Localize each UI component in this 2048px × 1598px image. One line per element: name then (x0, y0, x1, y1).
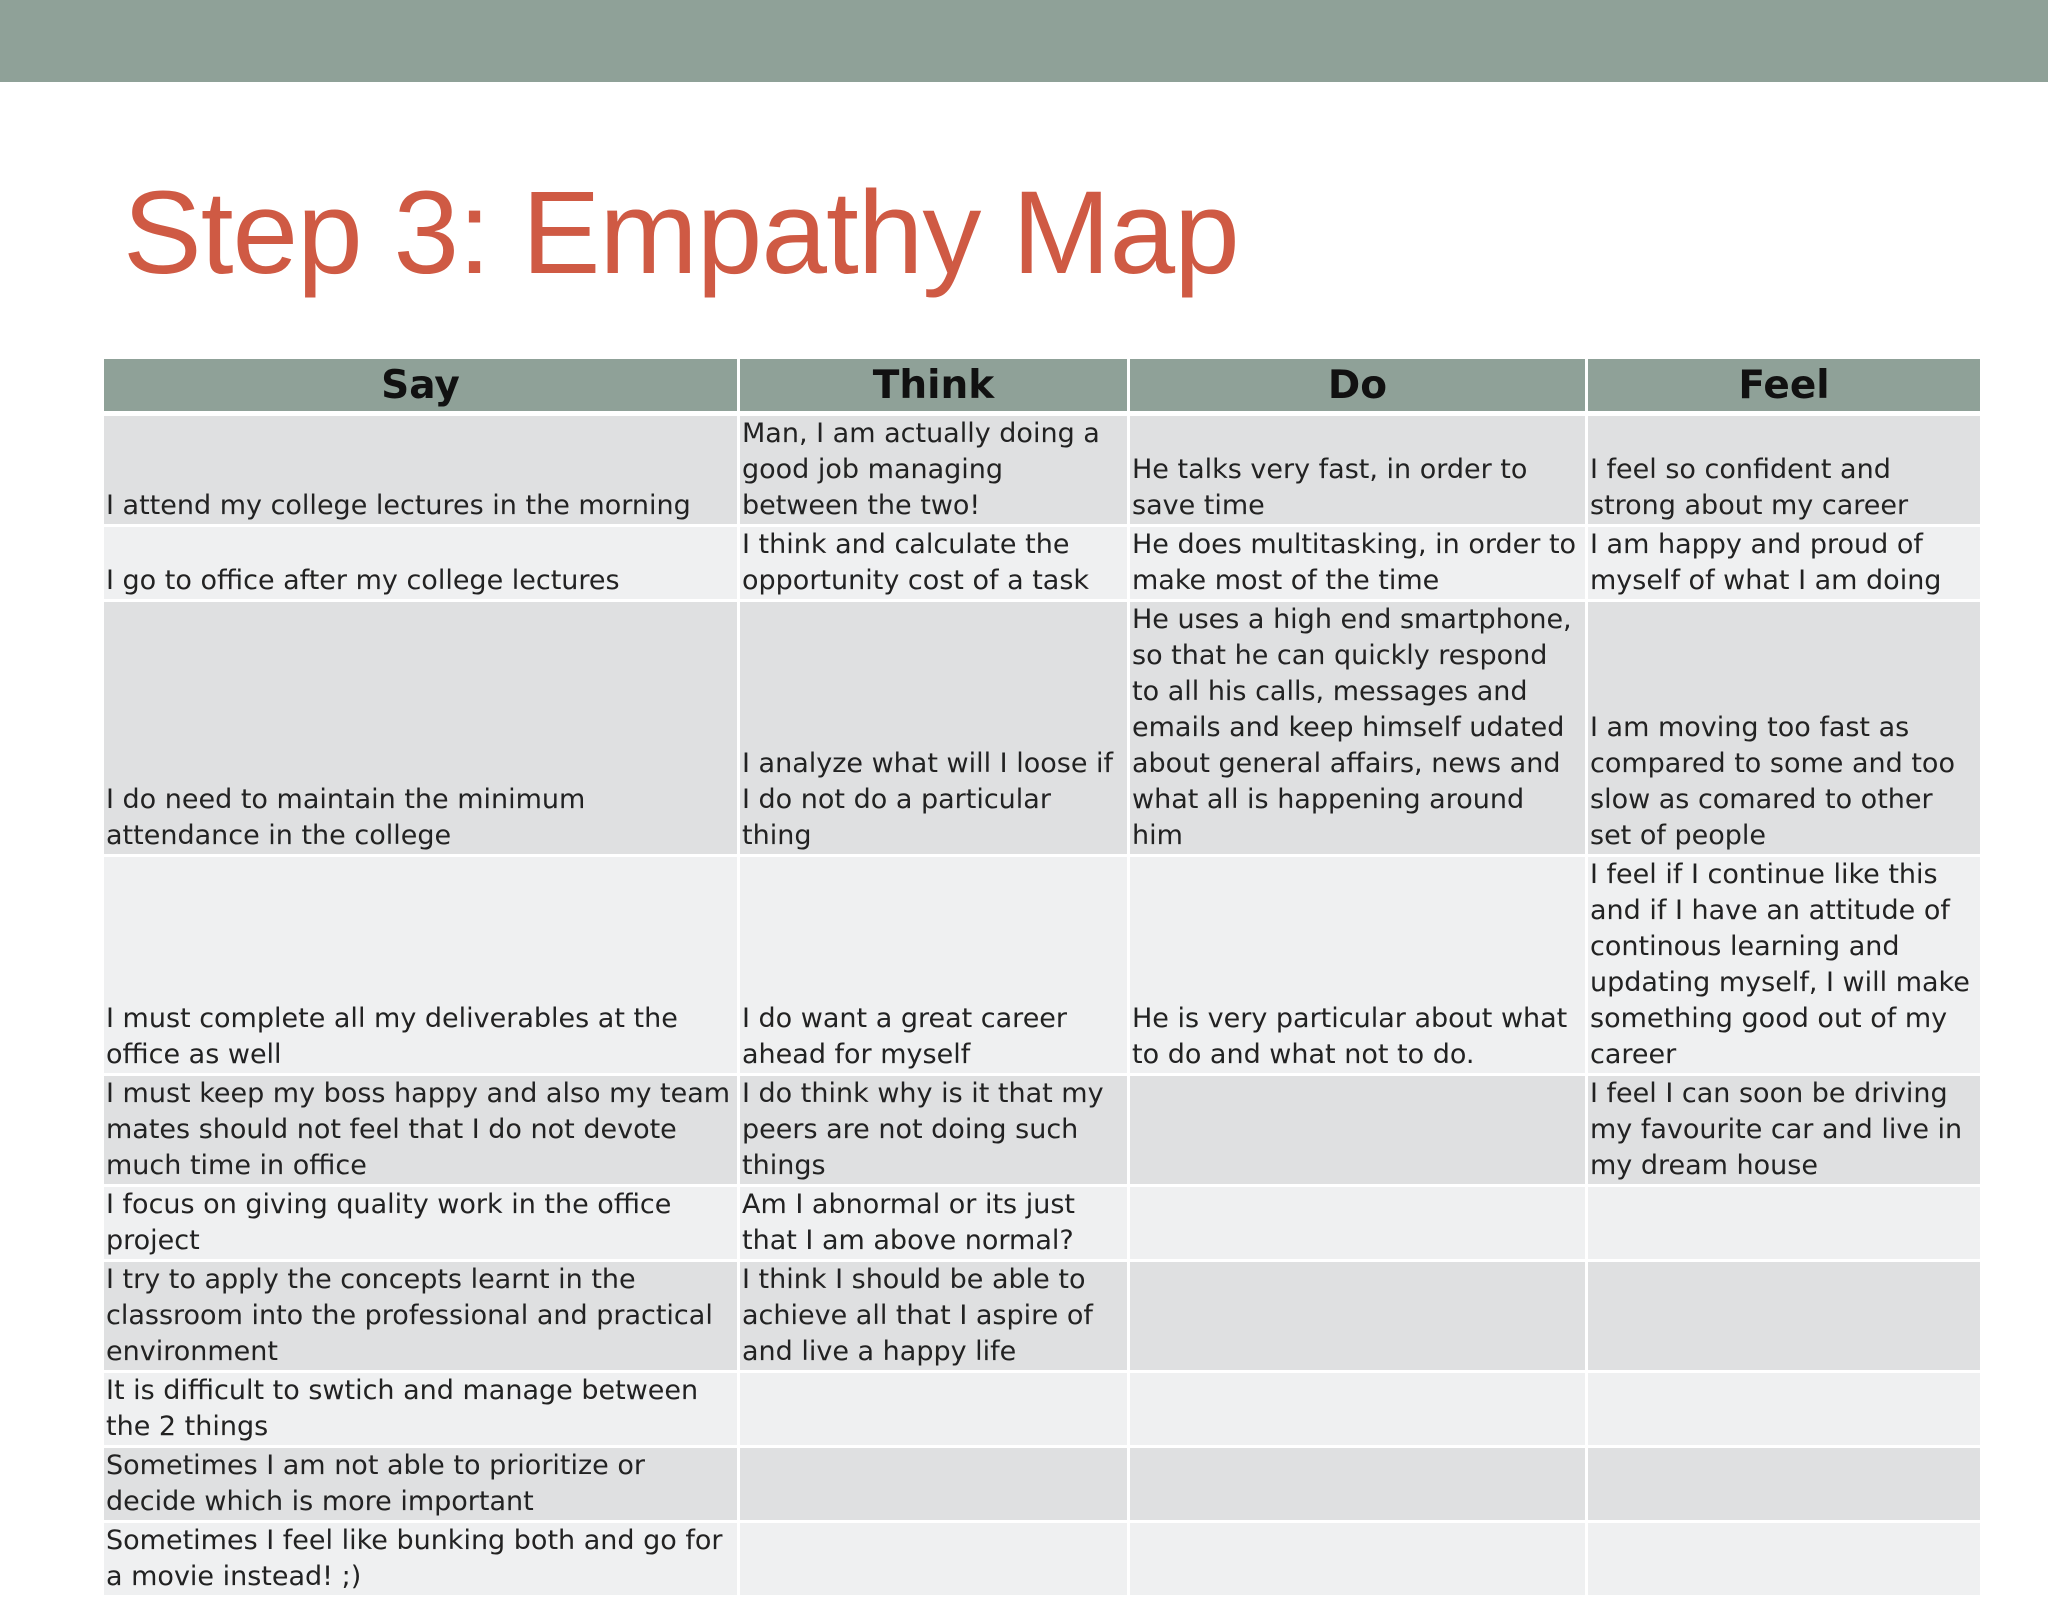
table-row (104, 1448, 1980, 1523)
say-cell: I go to office after my college lectures (104, 527, 740, 602)
say-cell: I do need to maintain the minimum attendance in the college (104, 602, 740, 857)
do-cell: He uses a high end smartphone, so that he can quickly respond to all his calls, messages and emails and keep himself udated about general affairs, news and what all is happening around him (1130, 602, 1588, 857)
do-cell (1130, 1076, 1588, 1187)
think-cell: I do think why is it that my peers are not doing such things (740, 1076, 1130, 1187)
feel-cell: I am happy and proud of myself of what I am doing (1588, 527, 1980, 602)
think-cell: I do want a great career ahead for myself (740, 857, 1130, 1076)
feel-cell: I am moving too fast as compared to some and too slow as comared to other set of people (1588, 602, 1980, 857)
think-cell: I analyze what will I loose if I do not do a particular thing (740, 602, 1130, 857)
say-cell: I must keep my boss happy and also my team mates should not feel that I do not devote much time in office (104, 1076, 740, 1187)
feel-cell (1588, 1448, 1980, 1523)
header-think: Think (740, 359, 1130, 416)
feel-cell: I feel if I continue like this and if I have an attitude of continous learning and updating myself, I will make something good out of my career (1588, 857, 1980, 1076)
do-cell (1130, 1523, 1588, 1598)
say-cell: I must complete all my deliverables at the office as well (104, 857, 740, 1076)
say-cell: It is difficult to swtich and manage between the 2 things (104, 1373, 740, 1448)
feel-cell (1588, 1187, 1980, 1262)
table-row (104, 416, 1980, 527)
feel-cell (1588, 1262, 1980, 1373)
slide-title: Step 3: Empathy Map (123, 167, 1239, 299)
think-cell: I think I should be able to achieve all that I aspire of and live a happy life (740, 1262, 1130, 1373)
say-cell: Sometimes I feel like bunking both and go for a movie instead! ;) (104, 1523, 740, 1598)
header-feel: Feel (1588, 359, 1980, 416)
do-cell: He does multitasking, in order to make most of the time (1130, 527, 1588, 602)
do-cell: He talks very fast, in order to save time (1130, 416, 1588, 527)
table-row (104, 1187, 1980, 1262)
table-row (104, 602, 1980, 857)
table-row (104, 1076, 1980, 1187)
do-cell: He is very particular about what to do and what not to do. (1130, 857, 1588, 1076)
top-banner (0, 0, 2048, 82)
do-cell (1130, 1448, 1588, 1523)
table-row (104, 1373, 1980, 1448)
think-cell: Man, I am actually doing a good job managing between the two! (740, 416, 1130, 527)
empathy-map-table (104, 359, 1980, 1598)
table-row (104, 1262, 1980, 1373)
think-cell (740, 1523, 1130, 1598)
think-cell: I think and calculate the opportunity cost of a task (740, 527, 1130, 602)
say-cell: Sometimes I am not able to prioritize or decide which is more important (104, 1448, 740, 1523)
feel-cell (1588, 1373, 1980, 1448)
think-cell (740, 1373, 1130, 1448)
think-cell: Am I abnormal or its just that I am above normal? (740, 1187, 1130, 1262)
say-cell: I focus on giving quality work in the office project (104, 1187, 740, 1262)
do-cell (1130, 1373, 1588, 1448)
say-cell: I try to apply the concepts learnt in the classroom into the professional and practical environment (104, 1262, 740, 1373)
header-row (104, 359, 1980, 416)
table-row (104, 1523, 1980, 1598)
table-row (104, 857, 1980, 1076)
table-row (104, 527, 1980, 602)
feel-cell (1588, 1523, 1980, 1598)
think-cell (740, 1448, 1130, 1523)
do-cell (1130, 1187, 1588, 1262)
feel-cell: I feel so confident and strong about my career (1588, 416, 1980, 527)
say-cell: I attend my college lectures in the morning (104, 416, 740, 527)
header-do: Do (1130, 359, 1588, 416)
feel-cell: I feel I can soon be driving my favourite car and live in my dream house (1588, 1076, 1980, 1187)
header-say: Say (104, 359, 740, 416)
do-cell (1130, 1262, 1588, 1373)
